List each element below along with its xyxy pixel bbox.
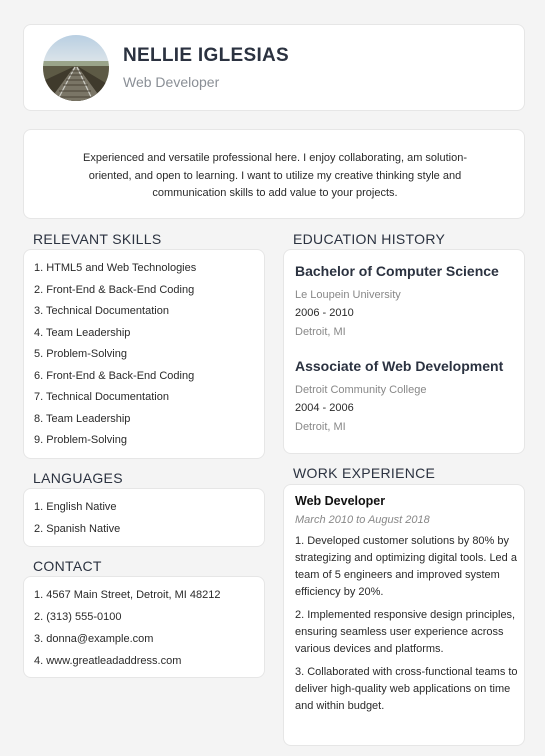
school-name: Detroit Community College <box>295 384 427 396</box>
skill-item: 8. Team Leadership <box>34 412 131 425</box>
work-heading: WORK EXPERIENCE <box>293 465 436 481</box>
degree-title: Bachelor of Computer Science <box>295 263 499 279</box>
work-card <box>283 484 525 746</box>
work-bullet: 3. Collaborated with cross-functional teams to deliver high-quality web applications on time and within budget. <box>295 666 518 712</box>
profile-header <box>23 24 525 111</box>
person-role: Web Developer <box>123 74 220 90</box>
contact-website: 4. www.greatleadaddress.com <box>34 655 182 667</box>
work-bullet: 1. Developed customer solutions by 80% by strategizing and optimizing digital tools. Led a team of 5 engineers and improved system efficiency by 20%. <box>295 535 517 598</box>
summary-text: Experienced and versatile professional here. I enjoy collaborating, am solution-oriented, and open to learning. I want to utilize my creative thinking style and communication skills to add value to your projects. <box>83 152 467 199</box>
education-years: 2006 - 2010 <box>295 307 354 319</box>
job-title: Web Developer <box>295 494 386 508</box>
education-entry <box>295 357 503 438</box>
skill-item: 7. Technical Documentation <box>34 391 169 403</box>
work-bullets <box>295 533 519 721</box>
education-heading: EDUCATION HISTORY <box>293 231 446 247</box>
skills-heading: RELEVANT SKILLS <box>33 231 162 247</box>
contact-card <box>23 576 265 678</box>
language-item: 1. English Native <box>34 501 117 513</box>
education-years: 2004 - 2006 <box>295 402 354 414</box>
skill-item: 2. Front-End & Back-End Coding <box>34 283 195 296</box>
education-location: Detroit, MI <box>295 420 346 433</box>
avatar <box>43 35 109 101</box>
skills-list <box>34 261 196 455</box>
job-dates: March 2010 to August 2018 <box>295 514 430 526</box>
languages-heading: LANGUAGES <box>33 470 123 486</box>
skill-item: 4. Team Leadership <box>34 326 131 339</box>
language-item: 2. Spanish Native <box>34 523 121 535</box>
skill-item: 6. Front-End & Back-End Coding <box>34 369 195 382</box>
school-name: Le Loupein University <box>295 289 401 301</box>
summary-card <box>23 129 525 219</box>
skills-card <box>23 249 265 459</box>
contact-email: 3. donna@example.com <box>34 633 154 645</box>
languages-list <box>34 500 120 544</box>
skill-item: 5. Problem-Solving <box>34 348 127 360</box>
work-bullet: 2. Implemented responsive design principles, ensuring seamless user experience across various devices and platforms. <box>295 609 516 655</box>
degree-title: Associate of Web Development <box>295 358 504 374</box>
person-name: NELLIE IGLESIAS <box>123 45 290 66</box>
education-location: Detroit, MI <box>295 325 346 338</box>
skill-item: 9. Problem-Solving <box>34 434 127 446</box>
railroad-photo <box>43 35 109 101</box>
education-card <box>283 249 525 454</box>
skill-item: 1. HTML5 and Web Technologies <box>34 262 197 274</box>
languages-card <box>23 488 265 547</box>
contact-list <box>34 588 221 676</box>
contact-heading: CONTACT <box>33 558 102 574</box>
contact-address: 1. 4567 Main Street, Detroit, MI 48212 <box>34 589 221 601</box>
education-entry <box>295 262 499 343</box>
contact-phone: 2. (313) 555-0100 <box>34 611 122 623</box>
skill-item: 3. Technical Documentation <box>34 305 169 317</box>
